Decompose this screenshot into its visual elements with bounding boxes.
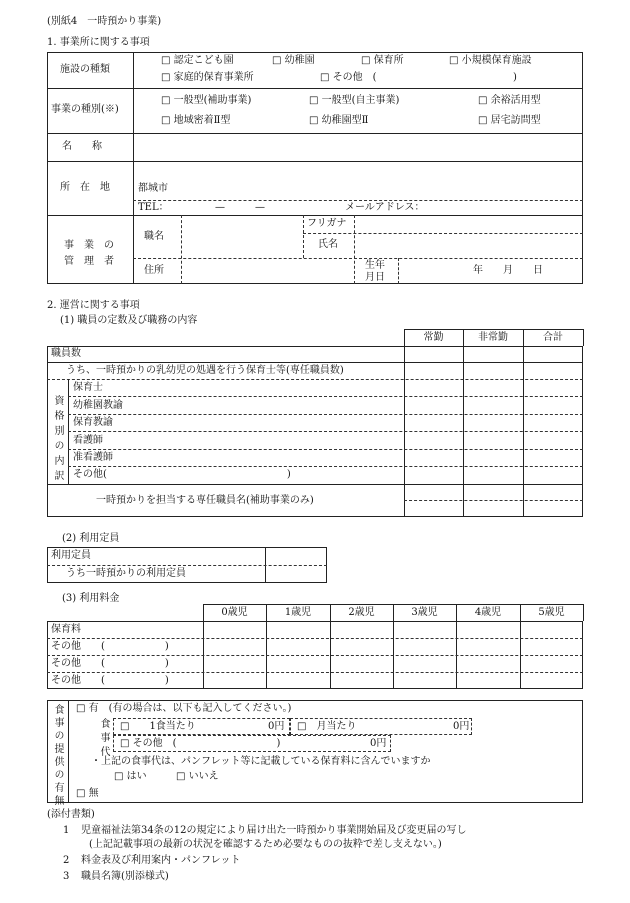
temporary-care-staff-label: うち、一時預かりの乳幼児の処遇を行う保育士等(専任職員数) bbox=[66, 365, 344, 376]
qualification-breakdown-label: 資格別の内訳 bbox=[52, 395, 63, 485]
attachments-title: (添付書類) bbox=[47, 809, 95, 820]
attachment-3-text: 職員名簿(別添様式) bbox=[81, 871, 169, 882]
meal-no-checkbox[interactable]: □ 無 bbox=[76, 788, 99, 799]
age-3: 3歳児 bbox=[411, 607, 438, 618]
attachment-1-num: 1 bbox=[63, 825, 70, 836]
checkbox-surplus-use[interactable]: □ 余裕活用型 bbox=[478, 95, 541, 106]
per-meal-yen: 0円 bbox=[268, 721, 285, 732]
checkbox-general-voluntary[interactable]: □ 一般型(自主事業) bbox=[309, 95, 400, 106]
furigana-label: フリガナ bbox=[307, 218, 347, 229]
meal-fee-label: 食事代 bbox=[98, 718, 109, 760]
answer-yes-checkbox[interactable]: □ はい bbox=[114, 771, 147, 782]
qual-other: その他( ) bbox=[73, 469, 291, 480]
age-5: 5歳児 bbox=[538, 607, 565, 618]
staff-subtitle: (1) 職員の定数及び職務の内容 bbox=[60, 315, 198, 326]
age-4: 4歳児 bbox=[474, 607, 502, 618]
fee-row-childcare: 保育料 bbox=[51, 624, 81, 635]
temporary-capacity-label: うち一時預かりの利用定員 bbox=[66, 568, 186, 579]
meal-yes-checkbox[interactable]: □ 有 (有の場合は、以下も記入してください。) bbox=[76, 703, 292, 714]
age-2: 2歳児 bbox=[348, 607, 375, 618]
col-parttime: 非常勤 bbox=[478, 332, 508, 343]
qual-nurse: 看護師 bbox=[73, 435, 103, 446]
manager-label: 事 業 の 管 理 者 bbox=[64, 240, 114, 267]
col-total: 合計 bbox=[543, 332, 563, 343]
tel-separator: — — bbox=[215, 202, 265, 213]
checkbox-home-nursery[interactable]: □ 家庭的保育事業所 bbox=[161, 72, 254, 83]
qual-assistant-nurse: 准看護師 bbox=[73, 452, 113, 463]
per-meal-checkbox[interactable]: □ 1食当たり bbox=[120, 721, 196, 732]
checkbox-home-visit[interactable]: □ 居宅訪問型 bbox=[478, 115, 541, 126]
attachment-3-num: 3 bbox=[63, 871, 70, 882]
meal-provision-label: 食事の提供の有無 bbox=[52, 704, 63, 808]
birthdate-label: 生年 月日 bbox=[365, 260, 385, 283]
age-1: 1歳児 bbox=[284, 607, 312, 618]
checkbox-nursery[interactable]: □ 保育所 bbox=[361, 55, 404, 66]
fee-subtitle: (3) 利用料金 bbox=[62, 593, 120, 604]
checkbox-general-subsidy[interactable]: □ 一般型(補助事業) bbox=[161, 95, 252, 106]
fee-row-other-2: その他 ( ) bbox=[51, 658, 169, 669]
checkbox-kindergarten-2[interactable]: □ 幼稚園型Ⅱ bbox=[309, 115, 369, 126]
checkbox-facility-other[interactable]: □ その他 ( bbox=[320, 72, 377, 83]
post-label: 職名 bbox=[144, 231, 164, 242]
attachment-1-note: (上記記載事項の最新の状況を確認するため必要なものの抜粋で差し支えない。) bbox=[89, 839, 442, 850]
fee-row-other-3: その他 ( ) bbox=[51, 675, 169, 686]
qual-nursery-teacher: 保育士 bbox=[73, 382, 103, 393]
facility-name-label: 名 称 bbox=[62, 141, 102, 152]
meal-included-question: ・上記の食事代は、パンフレット等に記載している保育料に含んでいますか bbox=[91, 756, 431, 767]
capacity-subtitle: (2) 利用定員 bbox=[62, 533, 120, 544]
dedicated-staff-label: 一時預かりを担当する専任職員名(補助事業のみ) bbox=[96, 495, 314, 506]
address-label: 所 在 地 bbox=[60, 182, 110, 193]
checkbox-nintei-kodomoen[interactable]: □ 認定こども園 bbox=[161, 55, 234, 66]
tel-label: TEL： bbox=[138, 202, 169, 213]
per-month-checkbox[interactable]: □ 月当たり bbox=[297, 721, 357, 732]
attachment-1-text: 児童福祉法第34条の12の規定により届け出た一時預かり事業開始届及び変更届の写し bbox=[81, 825, 467, 836]
staff-count-label: 職員数 bbox=[51, 348, 81, 359]
col-fulltime: 常勤 bbox=[423, 332, 444, 343]
meal-other-checkbox[interactable]: □ その他 ( ) bbox=[120, 738, 281, 749]
qual-childcare-teacher: 保育教諭 bbox=[73, 417, 113, 428]
answer-no-checkbox[interactable]: □ いいえ bbox=[176, 771, 219, 782]
email-label: メールアドレス： bbox=[345, 202, 425, 213]
facility-type-label: 施設の種類 bbox=[60, 64, 110, 75]
home-address-label: 住所 bbox=[144, 265, 164, 276]
business-type-label: 事業の種別(※) bbox=[51, 104, 119, 115]
city-text: 都城市 bbox=[138, 183, 168, 194]
fee-row-other-1: その他 ( ) bbox=[51, 641, 169, 652]
person-name-label: 氏名 bbox=[318, 239, 338, 250]
facility-other-close: ) bbox=[393, 72, 517, 83]
meal-other-yen: 0円 bbox=[370, 738, 387, 749]
birthdate-format: 年 月 日 bbox=[473, 265, 543, 276]
capacity-label: 利用定員 bbox=[51, 550, 91, 561]
section2-title: 2. 運営に関する事項 bbox=[47, 300, 140, 311]
attachment-2-text: 料金表及び利用案内・パンフレット bbox=[81, 855, 241, 866]
section1-title: 1. 事業所に関する事項 bbox=[47, 37, 150, 48]
checkbox-small-nursery[interactable]: □ 小規模保育施設 bbox=[449, 55, 532, 66]
attachment-2-num: 2 bbox=[63, 855, 70, 866]
checkbox-kindergarten[interactable]: □ 幼稚園 bbox=[272, 55, 315, 66]
age-0: 0歳児 bbox=[221, 607, 248, 618]
checkbox-community-2[interactable]: □ 地域密着Ⅱ型 bbox=[161, 115, 231, 126]
per-month-yen: 0円 bbox=[453, 721, 470, 732]
annex-title: (別紙4 一時預かり事業) bbox=[47, 16, 162, 27]
qual-kindergarten-teacher: 幼稚園教諭 bbox=[73, 400, 123, 411]
